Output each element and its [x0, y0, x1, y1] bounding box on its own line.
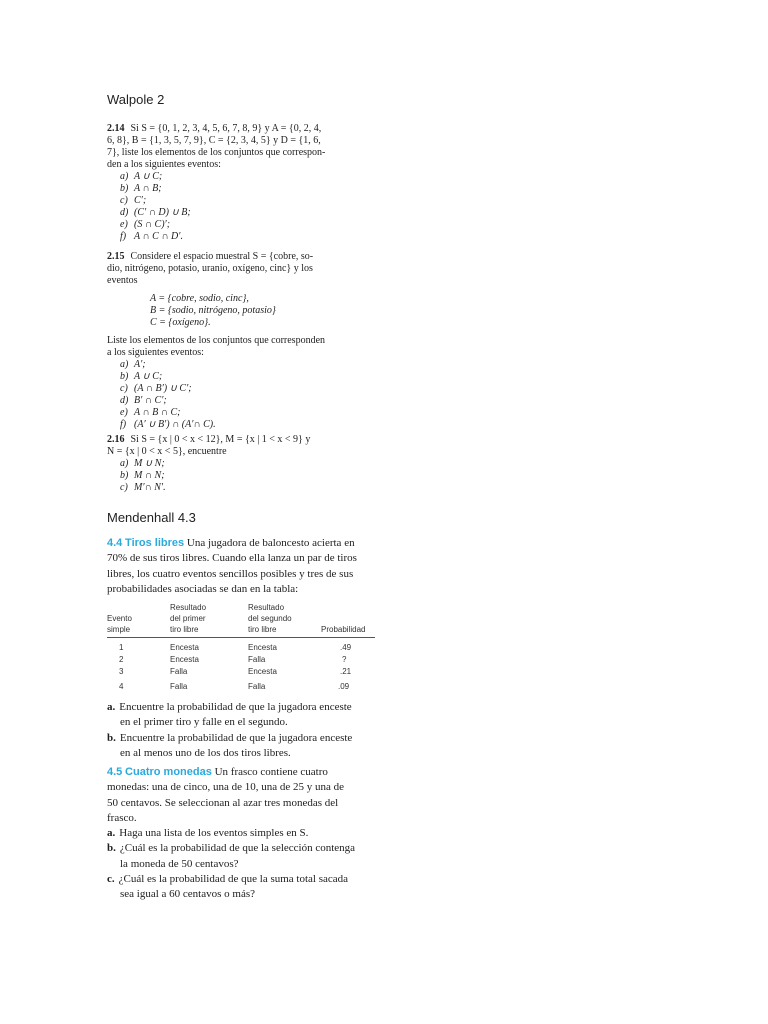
cell-prob: .09	[338, 682, 350, 691]
table-row	[107, 655, 375, 666]
exercise-title: Cuatro monedas	[125, 766, 212, 778]
item-text: M ∩ N;	[134, 470, 165, 481]
exercise-number: 2.16	[107, 434, 125, 445]
probability-table	[107, 601, 375, 697]
exercise-4-4-questions	[107, 700, 377, 761]
header-text: tiro libre	[170, 625, 199, 634]
item-text: A ∩ B ∩ C;	[134, 407, 181, 418]
exercise-line: 7}, liste los elementos de los conjuntos que correspon-	[107, 147, 326, 158]
exercise-number: 2.14	[107, 123, 125, 134]
item-text: A ∪ C;	[134, 171, 163, 182]
item-text: A ∩ B;	[134, 183, 162, 194]
exercise-line	[107, 536, 377, 551]
item-label: d)	[120, 207, 129, 218]
exercise-line: eventos	[107, 275, 138, 286]
header-segundo-tiro	[248, 602, 292, 635]
table-row	[107, 667, 375, 678]
item-label: b)	[120, 371, 129, 382]
cell-evento: 3	[119, 667, 124, 676]
list-item	[107, 359, 367, 371]
exercise-line: frasco.	[107, 811, 137, 824]
item-text: C′;	[134, 195, 147, 206]
list-item	[107, 407, 367, 419]
item-text: (S ∩ C)′;	[134, 219, 171, 230]
cell-prob: .49	[340, 643, 352, 652]
cell-prob: ?	[342, 655, 347, 664]
item-label: c)	[120, 195, 128, 206]
question-line: en al menos uno de los dos tiros libres.	[120, 746, 291, 759]
list-item	[107, 470, 367, 482]
list-item	[107, 419, 367, 431]
exercise-line: 70% de sus tiros libres. Cuando ella lanza un par de tiros	[107, 552, 357, 565]
list-item	[107, 183, 367, 195]
question-line	[107, 731, 377, 746]
cell-segundo: Falla	[248, 682, 266, 691]
question-line	[107, 841, 377, 856]
exercise-4-5	[107, 765, 377, 903]
item-label: d)	[120, 395, 129, 406]
item-label: b)	[120, 470, 129, 481]
list-item	[107, 219, 367, 231]
table-row	[107, 682, 375, 693]
header-text: del primer	[170, 614, 206, 623]
exercise-line	[107, 765, 377, 780]
header-text: Evento	[107, 614, 132, 623]
cell-primero: Encesta	[170, 643, 199, 652]
question-text: Encuentre la probabilidad de que la jugadora enceste	[119, 701, 352, 713]
exercise-line	[107, 123, 367, 135]
exercise-line	[107, 251, 367, 263]
exercise-line	[107, 434, 367, 446]
cell-primero: Falla	[170, 682, 188, 691]
item-label: e)	[120, 407, 128, 418]
question-label: a.	[107, 701, 116, 713]
list-item	[107, 371, 367, 383]
header-text: Resultado	[170, 603, 207, 612]
item-label: f)	[120, 231, 127, 242]
header-primer-tiro	[170, 602, 206, 635]
item-text: (A ∩ B′) ∪ C′;	[134, 383, 192, 394]
question-line: en el primer tiro y falle en el segundo.	[120, 716, 288, 729]
walpole-heading: Walpole 2	[107, 92, 165, 107]
set-definition: B = {sodio, nitrógeno, potasio}	[150, 305, 276, 316]
cell-evento: 4	[119, 682, 124, 691]
list-item	[107, 195, 367, 207]
cell-evento: 1	[119, 643, 124, 652]
list-item	[107, 458, 367, 470]
item-label: b)	[120, 183, 129, 194]
exercise-text: Si S = {0, 1, 2, 3, 4, 5, 6, 7, 8, 9} y A = {0, 2, 4,	[130, 123, 322, 134]
item-label: a)	[120, 171, 129, 182]
exercise-line: dio, nitrógeno, potasio, uranio, oxígeno, cinc} y los	[107, 263, 313, 274]
question-line	[107, 872, 377, 887]
exercise-2-14	[107, 123, 367, 243]
exercise-line: 50 centavos. Se seleccionan al azar tres monedas del	[107, 796, 339, 809]
exercise-line: Liste los elementos de los conjuntos que corresponden	[107, 335, 326, 346]
question-text: ¿Cuál es la probabilidad de que la selección contenga	[119, 842, 356, 855]
question-text: ¿Cuál es la probabilidad de que la suma total sacada	[118, 873, 349, 886]
cell-segundo: Falla	[248, 655, 266, 664]
item-label: c)	[120, 383, 128, 394]
item-text: A ∩ C ∩ D′.	[134, 231, 183, 242]
exercise-text: Una jugadora de baloncesto acierta en	[186, 537, 355, 549]
cell-prob: .21	[340, 667, 352, 676]
question-label: a.	[107, 827, 116, 840]
item-label: f)	[120, 419, 127, 430]
item-text: A ∪ C;	[134, 371, 163, 382]
header-text: Resultado	[248, 603, 285, 612]
exercise-line: den a los siguientes eventos:	[107, 159, 221, 170]
exercise-number: 4.5	[107, 766, 123, 778]
list-item	[107, 207, 367, 219]
exercise-line: probabilidades asociadas se dan en la tabla:	[107, 582, 299, 595]
exercise-title: Tiros libres	[125, 537, 185, 549]
question-line	[107, 700, 377, 715]
question-label: c.	[107, 873, 115, 886]
list-item	[107, 482, 367, 494]
cell-primero: Falla	[170, 667, 188, 676]
list-item	[107, 395, 367, 407]
item-text: (C′ ∩ D) ∪ B;	[134, 207, 191, 218]
exercise-line: N = {x | 0 < x < 5}, encuentre	[107, 446, 227, 457]
list-item	[107, 383, 367, 395]
set-definition: A = {cobre, sodio, cinc},	[150, 293, 249, 304]
question-line: la moneda de 50 centavos?	[120, 857, 239, 870]
cell-evento: 2	[119, 655, 124, 664]
exercise-line: 6, 8}, B = {1, 3, 5, 7, 9}, C = {2, 3, 4, 5} y D = {1, 6,	[107, 135, 321, 146]
header-text: del segundo	[248, 614, 292, 623]
item-text: B′ ∩ C′;	[134, 395, 167, 406]
header-text: tiro libre	[248, 625, 277, 634]
exercise-line: libres, los cuatro eventos sencillos posibles y tres de sus	[107, 567, 354, 580]
item-text: A′;	[134, 359, 146, 370]
item-label: c)	[120, 482, 128, 493]
item-text: (A′ ∪ B′) ∩ (A′∩ C).	[134, 419, 216, 430]
header-evento	[107, 613, 132, 635]
exercise-4-4	[107, 536, 377, 597]
exercise-number: 2.15	[107, 251, 125, 262]
cell-segundo: Encesta	[248, 667, 277, 676]
exercise-2-15	[107, 251, 367, 431]
set-definition: C = {oxígeno}.	[150, 317, 211, 328]
item-text: M′∩ N′.	[134, 482, 166, 493]
mendenhall-heading: Mendenhall 4.3	[107, 510, 196, 525]
exercise-line: a los siguientes eventos:	[107, 347, 204, 358]
cell-primero: Encesta	[170, 655, 199, 664]
question-text: Haga una lista de los eventos simples en S.	[119, 827, 309, 840]
item-text: M ∪ N;	[134, 458, 165, 469]
table-rule	[107, 637, 375, 638]
exercise-2-16	[107, 434, 367, 494]
item-label: a)	[120, 458, 129, 469]
header-text: simple	[107, 625, 131, 634]
item-label: e)	[120, 219, 128, 230]
exercise-text: Considere el espacio muestral S = {cobre, so-	[130, 251, 314, 262]
question-label: b.	[107, 731, 116, 744]
header-probabilidad: Probabilidad	[321, 625, 366, 634]
item-label: a)	[120, 359, 129, 370]
exercise-line: monedas: una de cinco, una de 10, una de 25 y una de	[107, 781, 345, 794]
question-text: Encuentre la probabilidad de que la jugadora enceste	[119, 731, 353, 744]
cell-segundo: Encesta	[248, 643, 277, 652]
exercise-number: 4.4	[107, 537, 123, 549]
table-row	[107, 643, 375, 654]
exercise-text: Si S = {x | 0 < x < 12}, M = {x | 1 < x < 9} y	[130, 434, 311, 445]
question-line: sea igual a 60 centavos o más?	[120, 888, 256, 901]
list-item	[107, 231, 367, 243]
exercise-text: Un frasco contiene cuatro	[214, 766, 328, 778]
question-label: b.	[107, 842, 116, 855]
list-item	[107, 171, 367, 183]
question-line	[107, 826, 377, 841]
